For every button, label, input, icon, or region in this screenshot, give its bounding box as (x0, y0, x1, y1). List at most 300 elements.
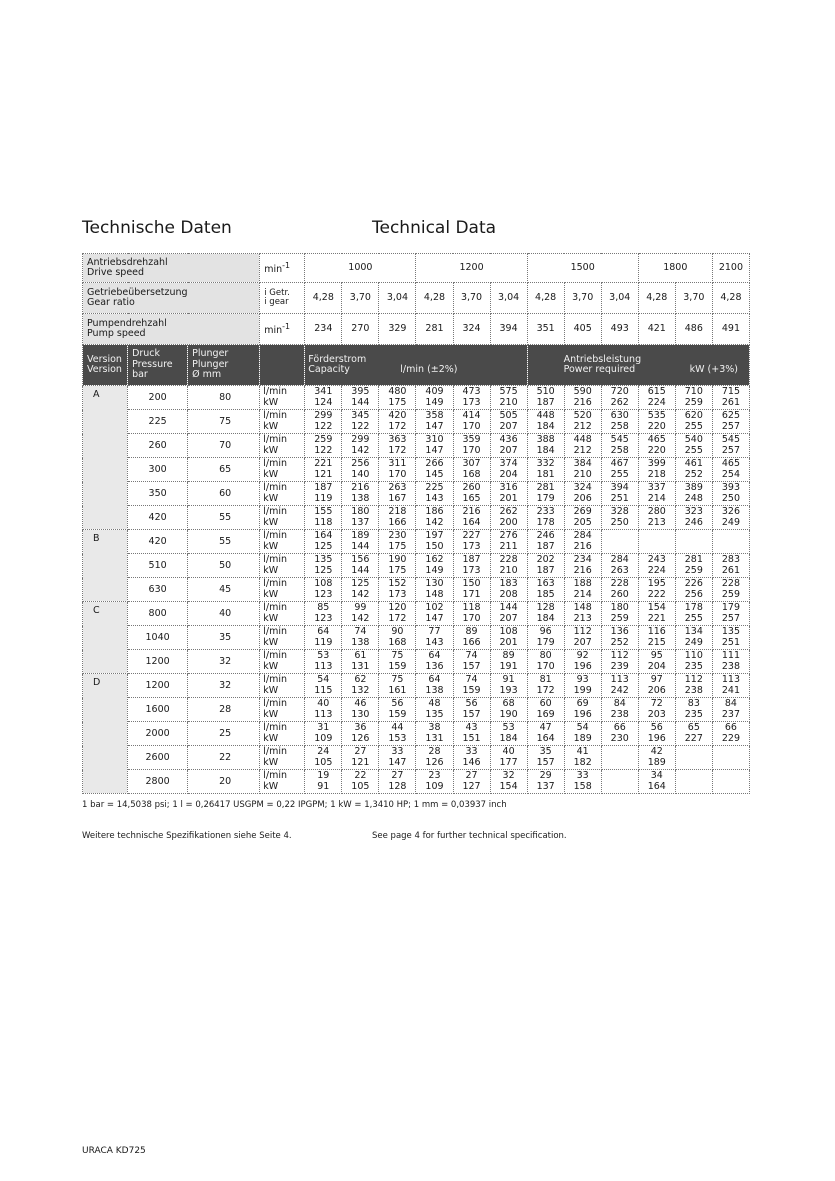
power-value: 238 (610, 708, 629, 720)
value-cell (305, 770, 342, 794)
value-cell (564, 626, 601, 650)
pressure-cell: 1600 (128, 698, 188, 722)
flow-value: 284 (573, 530, 592, 541)
power-value: 204 (499, 468, 518, 480)
flow-value (676, 771, 712, 782)
flow-value: 246 (536, 530, 555, 541)
flow-value: 299 (314, 410, 333, 421)
power-value: 165 (462, 492, 481, 504)
flow-value: 74 (354, 626, 367, 637)
power-value: 175 (388, 396, 407, 408)
flow-value: 163 (536, 578, 555, 589)
power-value: 201 (499, 492, 518, 504)
power-value: 128 (388, 780, 407, 792)
flow-value: 465 (721, 458, 740, 469)
value-cell (305, 482, 342, 506)
flow-value: 323 (684, 506, 703, 517)
power-value: 229 (721, 732, 740, 744)
flow-value: 54 (317, 674, 330, 685)
gear-value: 3,04 (379, 283, 416, 314)
flow-value: 545 (610, 434, 629, 445)
power-value: 206 (573, 492, 592, 504)
flow-value: 276 (499, 530, 518, 541)
power-value: 230 (610, 732, 629, 744)
power-value: 121 (314, 468, 333, 480)
value-cell (416, 554, 453, 578)
flow-value: 27 (354, 746, 367, 757)
unit-cell (260, 578, 305, 602)
pump-value: 329 (379, 314, 416, 345)
flow-value: 113 (610, 674, 629, 685)
table-row (83, 506, 750, 530)
value-cell (675, 770, 712, 794)
pump-speed-unit (260, 314, 305, 345)
table-row (83, 674, 750, 698)
power-value: 170 (462, 444, 481, 456)
value-cell (564, 530, 601, 554)
flow-value: 95 (650, 650, 663, 661)
value-cell (379, 698, 416, 722)
value-cell (305, 530, 342, 554)
column-header-row (83, 345, 750, 386)
flow-value: 228 (610, 578, 629, 589)
flow-value: 75 (391, 674, 404, 685)
value-cell (601, 554, 638, 578)
value-cell (490, 650, 527, 674)
power-value: 172 (388, 420, 407, 432)
version-cell: A (83, 386, 128, 530)
value-cell (416, 530, 453, 554)
flow-value: 630 (610, 410, 629, 421)
flow-value: 155 (314, 506, 333, 517)
value-cell (564, 674, 601, 698)
value-cell (712, 698, 749, 722)
power-value: 255 (684, 444, 703, 456)
flow-value: 125 (351, 578, 370, 589)
power-value: 177 (499, 756, 518, 768)
value-cell (416, 770, 453, 794)
flow-value: 324 (573, 482, 592, 493)
pump-value: 281 (416, 314, 453, 345)
value-cell (712, 458, 749, 482)
power-value: 109 (314, 732, 333, 744)
value-cell (564, 554, 601, 578)
power-value: 207 (499, 420, 518, 432)
value-cell (490, 506, 527, 530)
power-unit: kW (263, 564, 279, 576)
power-value: 235 (684, 660, 703, 672)
value-cell (527, 386, 564, 410)
value-cell (601, 386, 638, 410)
value-cell (601, 482, 638, 506)
value-cell (342, 434, 379, 458)
flow-unit: l/min (263, 674, 287, 685)
power-value: 255 (684, 612, 703, 624)
value-cell (675, 674, 712, 698)
flow-value: 221 (314, 458, 333, 469)
value-cell (416, 602, 453, 626)
power-value: 124 (314, 396, 333, 408)
flow-value: 187 (462, 554, 481, 565)
value-cell (638, 458, 675, 482)
flow-value: 520 (573, 410, 592, 421)
flow-value: 99 (354, 602, 367, 613)
flow-value: 91 (502, 674, 515, 685)
flow-value: 510 (536, 386, 555, 397)
flow-value: 112 (610, 650, 629, 661)
power-value: 145 (425, 468, 444, 480)
flow-value: 38 (428, 722, 441, 733)
flow-value: 620 (684, 410, 703, 421)
power-value: 125 (314, 540, 333, 552)
value-cell (342, 674, 379, 698)
power-value: 158 (573, 780, 592, 792)
value-cell (712, 602, 749, 626)
pressure-header (128, 345, 188, 386)
power-en: Power required (563, 364, 636, 375)
value-cell (379, 482, 416, 506)
flow-value: 420 (388, 410, 407, 421)
plunger-cell: 32 (188, 650, 260, 674)
flow-value: 83 (687, 698, 700, 709)
drive-speed-en: Drive speed (87, 267, 145, 278)
value-cell (453, 650, 490, 674)
flow-value: 337 (647, 482, 666, 493)
value-cell (453, 770, 490, 794)
table-row (83, 530, 750, 554)
table-row (83, 650, 750, 674)
power-value: 255 (684, 420, 703, 432)
version-cell: B (83, 530, 128, 602)
power-value: 118 (314, 516, 333, 528)
table-row (83, 698, 750, 722)
value-cell (638, 626, 675, 650)
pressure-cell: 1200 (128, 650, 188, 674)
power-value: 242 (610, 684, 629, 696)
flow-value: 190 (388, 554, 407, 565)
version-en: Version (87, 364, 122, 375)
value-cell (564, 770, 601, 794)
flow-value: 150 (462, 578, 481, 589)
pressure-cell: 630 (128, 578, 188, 602)
footer-model: URACA KD725 (82, 1146, 146, 1156)
value-cell (416, 722, 453, 746)
power-value: 248 (684, 492, 703, 504)
power-value: 258 (610, 420, 629, 432)
pressure-cell: 510 (128, 554, 188, 578)
flow-unit: l/min (263, 554, 287, 565)
flow-value: 120 (388, 602, 407, 613)
power-unit: kW (263, 660, 279, 672)
plunger-unit: Ø mm (192, 369, 222, 381)
flow-value (713, 531, 749, 542)
power-value: 173 (462, 540, 481, 552)
flow-value: 233 (536, 506, 555, 517)
flow-value: 228 (721, 578, 740, 589)
flow-unit: l/min (263, 434, 287, 445)
value-cell (379, 650, 416, 674)
gear-value: 3,04 (490, 283, 527, 314)
unit-cell (260, 722, 305, 746)
value-cell (527, 746, 564, 770)
gear-value: 4,28 (416, 283, 453, 314)
power-header (527, 345, 749, 386)
power-value: 119 (314, 636, 333, 648)
power-value: 227 (684, 732, 703, 744)
value-cell (675, 458, 712, 482)
flow-value: 266 (425, 458, 444, 469)
value-cell (712, 770, 749, 794)
power-value: 179 (536, 492, 555, 504)
pump-value: 405 (564, 314, 601, 345)
power-value: 199 (573, 684, 592, 696)
plunger-cell: 35 (188, 626, 260, 650)
flow-value: 54 (576, 722, 589, 733)
flow-value: 68 (502, 698, 515, 709)
power-unit: kW (263, 468, 279, 480)
value-cell (305, 410, 342, 434)
power-value: 142 (351, 444, 370, 456)
flow-unit: l/min (263, 746, 287, 757)
flow-value: 394 (610, 482, 629, 493)
value-cell (416, 386, 453, 410)
flow-value: 218 (388, 506, 407, 517)
table-row (83, 602, 750, 626)
flow-value: 388 (536, 434, 555, 445)
flow-value: 409 (425, 386, 444, 397)
flow-value: 625 (721, 410, 740, 421)
flow-value: 92 (576, 650, 589, 661)
power-value: 210 (573, 468, 592, 480)
flow-value: 399 (647, 458, 666, 469)
value-cell (638, 602, 675, 626)
value-cell (527, 434, 564, 458)
value-cell (379, 746, 416, 770)
power-value: 113 (314, 708, 333, 720)
value-cell (453, 578, 490, 602)
flow-value: 48 (428, 698, 441, 709)
value-cell (342, 458, 379, 482)
power-value: 208 (499, 588, 518, 600)
power-unit: kW (263, 612, 279, 624)
power-value: 147 (425, 444, 444, 456)
power-value: 144 (351, 396, 370, 408)
value-cell (416, 626, 453, 650)
power-value: 170 (462, 612, 481, 624)
flow-value: 135 (721, 626, 740, 637)
table-row (83, 722, 750, 746)
drive-speed-de: Antriebsdrehzahl (87, 256, 168, 268)
flow-unit: l/min (263, 530, 287, 541)
power-value: 258 (610, 444, 629, 456)
power-value: 212 (573, 420, 592, 432)
table-row (83, 386, 750, 410)
value-cell (305, 434, 342, 458)
gear-value: 3,70 (453, 283, 490, 314)
value-cell (527, 458, 564, 482)
flow-value: 720 (610, 386, 629, 397)
pressure-cell: 2800 (128, 770, 188, 794)
version-cell: C (83, 602, 128, 674)
pressure-cell: 260 (128, 434, 188, 458)
value-cell (527, 650, 564, 674)
unit-cell (260, 386, 305, 410)
drive-speed-1500: 1500 (527, 254, 638, 283)
power-value: 168 (462, 468, 481, 480)
value-cell (342, 650, 379, 674)
flow-value: 85 (317, 602, 330, 613)
flow-value: 56 (650, 722, 663, 733)
pressure-en: Pressure (132, 358, 173, 370)
power-value: 119 (314, 492, 333, 504)
flow-value: 299 (351, 434, 370, 445)
value-cell (305, 386, 342, 410)
value-cell (601, 602, 638, 626)
flow-value: 64 (428, 650, 441, 661)
power-value: 138 (351, 492, 370, 504)
power-value: 216 (573, 564, 592, 576)
power-value: 157 (462, 708, 481, 720)
flow-value: 96 (539, 626, 552, 637)
power-value: 172 (536, 684, 555, 696)
power-value: 91 (317, 780, 330, 792)
flow-value: 448 (573, 434, 592, 445)
value-cell (638, 674, 675, 698)
flow-value: 311 (388, 458, 407, 469)
pump-speed-label (83, 314, 260, 345)
flow-value: 112 (684, 674, 703, 685)
value-cell (675, 482, 712, 506)
plunger-de: Plunger (192, 348, 229, 360)
power-value: 173 (462, 396, 481, 408)
flow-value: 33 (576, 770, 589, 781)
power-value: 136 (425, 660, 444, 672)
value-cell (712, 554, 749, 578)
flow-value: 41 (576, 746, 589, 757)
flow-value: 448 (536, 410, 555, 421)
value-cell (712, 674, 749, 698)
power-value: 238 (721, 660, 740, 672)
value-cell (305, 506, 342, 530)
pressure-cell: 1040 (128, 626, 188, 650)
flow-value: 710 (684, 386, 703, 397)
power-value: 255 (610, 468, 629, 480)
table-row (83, 458, 750, 482)
value-cell (601, 746, 638, 770)
pressure-cell: 300 (128, 458, 188, 482)
value-cell (453, 434, 490, 458)
power-value: 189 (647, 756, 666, 768)
unit-cell (260, 746, 305, 770)
flow-value: 186 (425, 506, 444, 517)
power-value: 146 (462, 756, 481, 768)
power-value: 184 (536, 420, 555, 432)
power-value: 185 (536, 588, 555, 600)
value-cell (305, 554, 342, 578)
flow-value: 33 (465, 746, 478, 757)
flow-value: 259 (314, 434, 333, 445)
value-cell (379, 410, 416, 434)
power-value: 154 (499, 780, 518, 792)
value-cell (601, 626, 638, 650)
power-value: 126 (351, 732, 370, 744)
value-cell (712, 506, 749, 530)
value-cell (638, 722, 675, 746)
gear-ratio-en: Gear ratio (87, 297, 135, 308)
power-value: 138 (425, 684, 444, 696)
flow-value: 316 (499, 482, 518, 493)
flow-value: 84 (613, 698, 626, 709)
flow-value: 358 (425, 410, 444, 421)
power-value: 220 (647, 444, 666, 456)
power-value: 166 (388, 516, 407, 528)
flow-value (713, 747, 749, 758)
value-cell (564, 698, 601, 722)
pressure-cell: 800 (128, 602, 188, 626)
flow-value: 22 (354, 770, 367, 781)
flow-value: 66 (724, 722, 737, 733)
capacity-unit: l/min (±2%) (400, 364, 458, 375)
further-spec-en: See page 4 for further technical specification. (372, 831, 567, 841)
value-cell (601, 434, 638, 458)
flow-value: 345 (351, 410, 370, 421)
flow-value: 715 (721, 386, 740, 397)
value-cell (675, 650, 712, 674)
value-cell (342, 482, 379, 506)
power-value: 143 (425, 492, 444, 504)
power-value: 238 (684, 684, 703, 696)
flow-value: 72 (650, 698, 663, 709)
pressure-unit: bar (132, 369, 148, 381)
value-cell (342, 506, 379, 530)
unit-cell (260, 602, 305, 626)
value-cell (453, 458, 490, 482)
plunger-cell: 70 (188, 434, 260, 458)
power-unit: kW (263, 492, 279, 504)
value-cell (305, 458, 342, 482)
flow-value: 62 (354, 674, 367, 685)
power-unit: kW (263, 708, 279, 720)
value-cell (379, 602, 416, 626)
power-value: 184 (536, 612, 555, 624)
power-value: 187 (536, 396, 555, 408)
gear-ratio-de: Getriebeübersetzung (87, 286, 188, 298)
plunger-cell: 60 (188, 482, 260, 506)
flow-value: 269 (573, 506, 592, 517)
power-value: 127 (462, 780, 481, 792)
value-cell (527, 770, 564, 794)
unit-cell (260, 698, 305, 722)
power-value: 122 (314, 444, 333, 456)
power-value: 196 (573, 660, 592, 672)
gear-value: 4,28 (527, 283, 564, 314)
power-unit: kW (263, 732, 279, 744)
flow-value: 111 (721, 650, 740, 661)
power-value: 125 (314, 564, 333, 576)
pressure-cell: 350 (128, 482, 188, 506)
value-cell (490, 698, 527, 722)
power-value: 184 (536, 444, 555, 456)
power-value: 109 (425, 780, 444, 792)
power-value: 172 (388, 612, 407, 624)
value-cell (564, 434, 601, 458)
flow-value: 197 (425, 530, 444, 541)
value-cell (527, 410, 564, 434)
flow-value: 615 (647, 386, 666, 397)
power-unit: kW (263, 588, 279, 600)
value-cell (379, 578, 416, 602)
power-value: 213 (573, 612, 592, 624)
